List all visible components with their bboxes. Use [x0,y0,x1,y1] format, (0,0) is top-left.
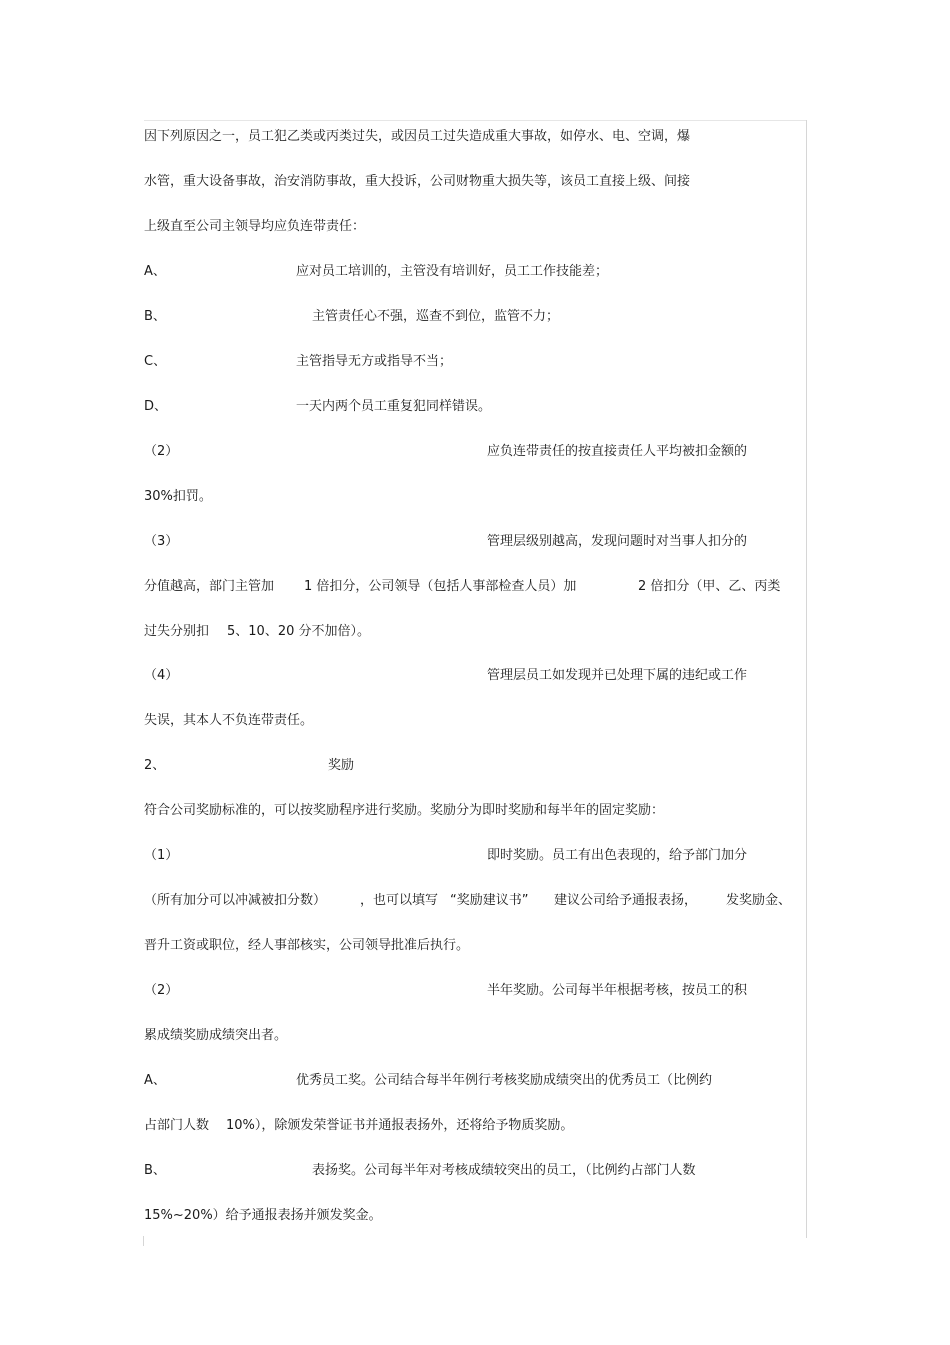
list-item-text: 应对员工培训的，主管没有培训好，员工工作技能差； [296,264,609,279]
paragraph-line: 累成绩奖励成绩突出者。 [144,1028,288,1043]
text-segment: 2 倍扣分（甲、乙、丙类 [638,579,781,594]
award-text: 优秀员工奖。公司结合每半年例行考核奖励成绩突出的优秀员工（比例约 [296,1073,713,1088]
section-number: 2、 [144,758,166,773]
award-item-a [144,1072,764,1090]
list-item-label: B、 [144,309,166,324]
section-title: 奖励 [328,758,355,773]
text-segment: 过失分别扣 [144,624,210,639]
paragraph-line: 水管，重大设备事故，治安消防事故，重大投诉，公司财物重大损失等，该员工直接上级、间接 [144,174,691,189]
numbered-item-text: 应负连带责任的按直接责任人平均被扣金额的 [487,444,748,459]
numbered-item-label: （3） [144,534,179,549]
numbered-item-label: （1） [144,848,179,863]
paragraph-line [144,892,799,910]
list-item-b [144,308,764,326]
award-item-b [144,1162,764,1180]
numbered-item-label: （2） [144,983,179,998]
numbered-item-text: 即时奖励。员工有出色表现的，给予部门加分 [487,848,748,863]
text-segment: （所有加分可以冲减被扣分数） [144,893,327,908]
section-heading [144,757,444,775]
numbered-item-label: （2） [144,444,179,459]
reward-item-2 [144,982,794,1000]
paragraph-line [144,623,544,641]
numbered-item-text: 半年奖励。公司每半年根据考核，按员工的积 [487,983,748,998]
paragraph-line: 15%~20%）给予通报表扬并颁发奖金。 [144,1208,382,1223]
text-segment: 占部门人数 [144,1118,210,1133]
text-segment: 10%），除颁发荣誉证书并通报表扬外，还将给予物质奖励。 [226,1118,574,1133]
text-segment: 发奖励金、 [726,893,792,908]
numbered-item-text: 管理层员工如发现并已处理下属的违纪或工作 [487,668,748,683]
paragraph-line: 因下列原因之一，员工犯乙类或丙类过失，或因员工过失造成重大事故，如停水、电、空调，爆 [144,129,691,144]
paragraph-line [144,1117,764,1135]
numbered-item-3 [144,533,794,551]
list-item-c [144,353,764,371]
award-label: A、 [144,1073,166,1088]
paragraph-line: 失误，其本人不负连带责任。 [144,713,314,728]
text-segment: “奖励建议书” [450,893,529,908]
list-item-a [144,263,764,281]
paragraph-line [144,578,799,596]
list-item-text: 主管责任心不强，巡查不到位，监管不力； [312,309,560,324]
award-text: 表扬奖。公司每半年对考核成绩较突出的员工，（比例约占部门人数 [312,1163,696,1178]
list-item-d [144,398,764,416]
paragraph-line: 符合公司奖励标准的，可以按奖励程序进行奖励。奖励分为即时奖励和每半年的固定奖励： [144,803,665,818]
text-segment: 1 倍扣分，公司领导（包括人事部检查人员）加 [304,579,577,594]
numbered-item-text: 管理层级别越高，发现问题时对当事人扣分的 [487,534,748,549]
page-frame-left-border [143,1236,144,1246]
numbered-item-label: （4） [144,668,179,683]
paragraph-line: 30%扣罚。 [144,489,212,504]
award-label: B、 [144,1163,166,1178]
text-segment: 建议公司给予通报表扬， [554,893,698,908]
page-frame-right-border [806,120,807,1238]
paragraph-line: 晋升工资或职位，经人事部核实，公司领导批准后执行。 [144,938,470,953]
list-item-text: 一天内两个员工重复犯同样错误。 [296,399,492,414]
paragraph-line: 上级直至公司主领导均应负连带责任： [144,219,366,234]
text-segment: ，也可以填写 [360,893,439,908]
list-item-label: C、 [144,354,167,369]
list-item-label: A、 [144,264,166,279]
numbered-item-4 [144,667,794,685]
list-item-text: 主管指导无方或指导不当； [296,354,453,369]
list-item-label: D、 [144,399,168,414]
numbered-item-2 [144,443,794,461]
page-frame-top-border [144,120,806,121]
reward-item-1 [144,847,794,865]
text-segment: 分值越高，部门主管加 [144,579,275,594]
text-segment: 5、10、20 分不加倍）。 [227,624,370,639]
